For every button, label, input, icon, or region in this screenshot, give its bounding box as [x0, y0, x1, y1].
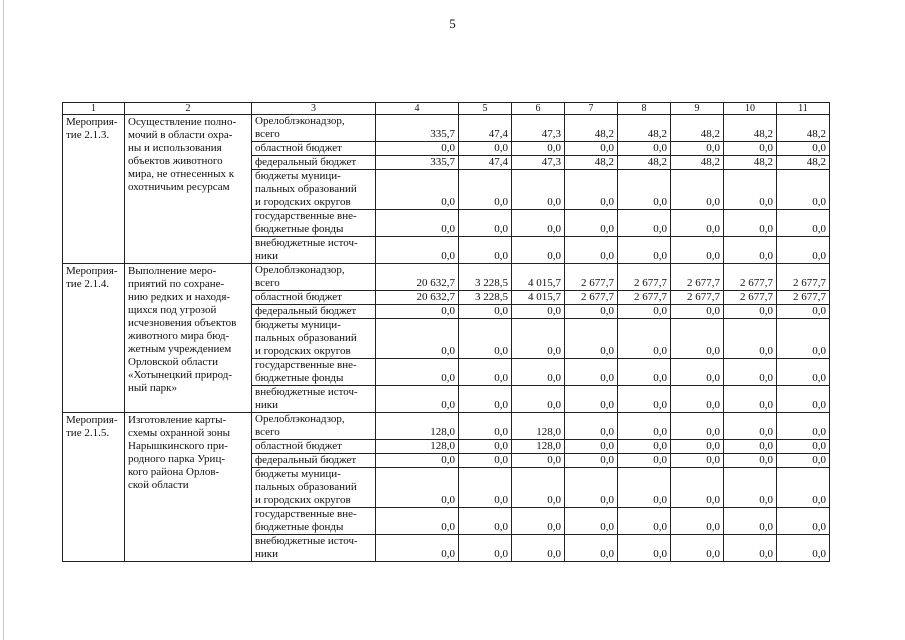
value-cell: 0,0: [671, 440, 724, 454]
value-cell: 2 677,7: [671, 264, 724, 291]
value-cell: 2 677,7: [671, 291, 724, 305]
value-cell: 0,0: [512, 305, 565, 319]
value-cell: 0,0: [777, 413, 830, 440]
value-cell: 0,0: [565, 319, 618, 359]
value-cell: 48,2: [618, 156, 671, 170]
value-cell: 0,0: [724, 413, 777, 440]
value-cell: 0,0: [512, 535, 565, 562]
value-cell: 0,0: [724, 305, 777, 319]
value-cell: 0,0: [565, 413, 618, 440]
value-cell: 48,2: [618, 115, 671, 142]
value-cell: 47,4: [459, 115, 512, 142]
value-cell: 0,0: [459, 508, 512, 535]
value-cell: 4 015,7: [512, 291, 565, 305]
value-cell: 0,0: [376, 305, 459, 319]
value-cell: 0,0: [777, 359, 830, 386]
value-cell: 0,0: [777, 440, 830, 454]
value-cell: 0,0: [724, 535, 777, 562]
funding-source-cell: Орелоблэконадзор, всего: [252, 264, 376, 291]
funding-source-cell: федеральный бюджет: [252, 305, 376, 319]
value-cell: 0,0: [459, 305, 512, 319]
value-cell: 335,7: [376, 156, 459, 170]
funding-source-cell: внебюджетные источ- ники: [252, 237, 376, 264]
value-cell: 0,0: [459, 142, 512, 156]
header-row: [63, 103, 830, 115]
measure-id-cell: Мероприя- тие 2.1.4.: [63, 264, 125, 413]
header-cell: 3: [252, 103, 376, 115]
value-cell: 2 677,7: [618, 291, 671, 305]
funding-source-cell: государственные вне- бюджетные фонды: [252, 359, 376, 386]
header-cell: 11: [777, 103, 830, 115]
value-cell: 0,0: [376, 319, 459, 359]
value-cell: 0,0: [618, 305, 671, 319]
header-cell: 8: [618, 103, 671, 115]
value-cell: 0,0: [376, 142, 459, 156]
value-cell: 0,0: [777, 454, 830, 468]
value-cell: 20 632,7: [376, 291, 459, 305]
value-cell: 0,0: [671, 508, 724, 535]
funding-source-cell: бюджеты муници- пальных образований и городских округов: [252, 319, 376, 359]
value-cell: 128,0: [512, 440, 565, 454]
value-cell: 0,0: [459, 413, 512, 440]
value-cell: 0,0: [512, 508, 565, 535]
value-cell: 47,3: [512, 115, 565, 142]
value-cell: 0,0: [459, 454, 512, 468]
value-cell: 0,0: [512, 454, 565, 468]
value-cell: 0,0: [376, 210, 459, 237]
value-cell: 0,0: [724, 508, 777, 535]
value-cell: 0,0: [565, 359, 618, 386]
value-cell: 0,0: [565, 440, 618, 454]
value-cell: 0,0: [459, 468, 512, 508]
value-cell: 0,0: [512, 468, 565, 508]
value-cell: 0,0: [618, 454, 671, 468]
value-cell: 48,2: [565, 115, 618, 142]
value-cell: 0,0: [512, 386, 565, 413]
value-cell: 0,0: [565, 454, 618, 468]
value-cell: 0,0: [618, 319, 671, 359]
value-cell: 0,0: [376, 359, 459, 386]
value-cell: 0,0: [724, 319, 777, 359]
value-cell: 0,0: [376, 468, 459, 508]
value-cell: 0,0: [459, 535, 512, 562]
value-cell: 2 677,7: [565, 264, 618, 291]
value-cell: 335,7: [376, 115, 459, 142]
value-cell: 0,0: [512, 210, 565, 237]
value-cell: 0,0: [376, 170, 459, 210]
value-cell: 0,0: [459, 170, 512, 210]
header-cell: 7: [565, 103, 618, 115]
value-cell: 0,0: [459, 386, 512, 413]
value-cell: 47,4: [459, 156, 512, 170]
funding-source-cell: Орелоблэконадзор, всего: [252, 413, 376, 440]
value-cell: 0,0: [376, 386, 459, 413]
value-cell: 2 677,7: [777, 291, 830, 305]
value-cell: 48,2: [671, 156, 724, 170]
value-cell: 0,0: [376, 535, 459, 562]
value-cell: 0,0: [512, 319, 565, 359]
value-cell: 0,0: [724, 359, 777, 386]
measure-id-cell: Мероприя- тие 2.1.3.: [63, 115, 125, 264]
value-cell: 0,0: [777, 237, 830, 264]
value-cell: 0,0: [512, 142, 565, 156]
funding-source-cell: областной бюджет: [252, 291, 376, 305]
value-cell: 0,0: [618, 359, 671, 386]
funding-source-cell: бюджеты муници- пальных образований и городских округов: [252, 468, 376, 508]
table-row: [63, 413, 830, 440]
value-cell: 0,0: [671, 237, 724, 264]
value-cell: 0,0: [671, 535, 724, 562]
value-cell: 0,0: [777, 210, 830, 237]
funding-source-cell: государственные вне- бюджетные фонды: [252, 508, 376, 535]
value-cell: 128,0: [512, 413, 565, 440]
value-cell: 0,0: [376, 508, 459, 535]
value-cell: 0,0: [671, 413, 724, 440]
value-cell: 128,0: [376, 413, 459, 440]
value-cell: 0,0: [565, 305, 618, 319]
value-cell: 2 677,7: [724, 264, 777, 291]
header-cell: 2: [125, 103, 252, 115]
funding-source-cell: федеральный бюджет: [252, 156, 376, 170]
value-cell: 0,0: [671, 468, 724, 508]
value-cell: 48,2: [724, 115, 777, 142]
value-cell: 0,0: [724, 237, 777, 264]
measure-description-cell: Изготовление карты- схемы охранной зоны Нарышкинского при- родного парка Уриц- кого района Орлов- ской области: [125, 413, 252, 562]
value-cell: 0,0: [724, 454, 777, 468]
page-number: 5: [449, 16, 456, 31]
value-cell: 47,3: [512, 156, 565, 170]
value-cell: 0,0: [618, 535, 671, 562]
value-cell: 0,0: [724, 142, 777, 156]
value-cell: 48,2: [671, 115, 724, 142]
header-cell: 5: [459, 103, 512, 115]
value-cell: 0,0: [777, 508, 830, 535]
value-cell: 0,0: [565, 535, 618, 562]
value-cell: 0,0: [376, 454, 459, 468]
value-cell: 0,0: [724, 468, 777, 508]
funding-source-cell: внебюджетные источ- ники: [252, 535, 376, 562]
funding-source-cell: государственные вне- бюджетные фонды: [252, 210, 376, 237]
value-cell: 0,0: [459, 440, 512, 454]
table-row: [63, 264, 830, 291]
value-cell: 0,0: [565, 508, 618, 535]
measure-description-cell: Осуществление полно- мочий в области охра- ны и использования объектов животного мира, не отнесенных к охотничьим ресурсам: [125, 115, 252, 264]
value-cell: 48,2: [777, 115, 830, 142]
value-cell: 0,0: [777, 468, 830, 508]
value-cell: 128,0: [376, 440, 459, 454]
value-cell: 4 015,7: [512, 264, 565, 291]
value-cell: 0,0: [777, 386, 830, 413]
header-cell: 6: [512, 103, 565, 115]
value-cell: 0,0: [777, 305, 830, 319]
value-cell: 0,0: [618, 440, 671, 454]
value-cell: 0,0: [777, 142, 830, 156]
page-edge-line: [3, 0, 4, 640]
measure-description-cell: Выполнение меро- приятий по сохране- нию редких и находя- щихся под угрозой исчезновения объектов животного мира бюд- жетным учреждением Орловской области «Хотынецкий природ- ный парк»: [125, 264, 252, 413]
budget-table: [62, 102, 830, 562]
value-cell: 0,0: [459, 359, 512, 386]
header-cell: 9: [671, 103, 724, 115]
funding-source-cell: областной бюджет: [252, 440, 376, 454]
value-cell: 0,0: [724, 386, 777, 413]
value-cell: 0,0: [671, 386, 724, 413]
value-cell: 0,0: [724, 170, 777, 210]
value-cell: 20 632,7: [376, 264, 459, 291]
value-cell: 0,0: [376, 237, 459, 264]
value-cell: 48,2: [777, 156, 830, 170]
value-cell: 0,0: [565, 237, 618, 264]
value-cell: 0,0: [618, 468, 671, 508]
value-cell: 0,0: [724, 440, 777, 454]
value-cell: 0,0: [671, 319, 724, 359]
funding-source-cell: областной бюджет: [252, 142, 376, 156]
value-cell: 0,0: [565, 386, 618, 413]
funding-source-cell: бюджеты муници- пальных образований и городских округов: [252, 170, 376, 210]
value-cell: 0,0: [565, 142, 618, 156]
measure-id-cell: Мероприя- тие 2.1.5.: [63, 413, 125, 562]
value-cell: 0,0: [565, 170, 618, 210]
value-cell: 0,0: [618, 210, 671, 237]
value-cell: 0,0: [565, 468, 618, 508]
value-cell: 0,0: [671, 170, 724, 210]
value-cell: 0,0: [512, 170, 565, 210]
value-cell: 0,0: [671, 305, 724, 319]
value-cell: 0,0: [459, 319, 512, 359]
value-cell: 0,0: [618, 508, 671, 535]
value-cell: 0,0: [618, 170, 671, 210]
funding-source-cell: Орелоблэконадзор, всего: [252, 115, 376, 142]
funding-source-cell: внебюджетные источ- ники: [252, 386, 376, 413]
value-cell: 0,0: [777, 170, 830, 210]
value-cell: 0,0: [724, 210, 777, 237]
value-cell: 0,0: [618, 142, 671, 156]
value-cell: 0,0: [671, 359, 724, 386]
value-cell: 0,0: [459, 237, 512, 264]
value-cell: 0,0: [671, 454, 724, 468]
value-cell: 0,0: [512, 237, 565, 264]
value-cell: 3 228,5: [459, 291, 512, 305]
value-cell: 0,0: [459, 210, 512, 237]
value-cell: 0,0: [618, 413, 671, 440]
value-cell: 48,2: [724, 156, 777, 170]
header-cell: 1: [63, 103, 125, 115]
value-cell: 0,0: [618, 386, 671, 413]
value-cell: 0,0: [671, 142, 724, 156]
value-cell: 0,0: [777, 319, 830, 359]
header-cell: 10: [724, 103, 777, 115]
header-cell: 4: [376, 103, 459, 115]
funding-source-cell: федеральный бюджет: [252, 454, 376, 468]
value-cell: 3 228,5: [459, 264, 512, 291]
value-cell: 2 677,7: [618, 264, 671, 291]
table-row: [63, 115, 830, 142]
value-cell: 0,0: [671, 210, 724, 237]
value-cell: 2 677,7: [565, 291, 618, 305]
value-cell: 0,0: [618, 237, 671, 264]
value-cell: 0,0: [777, 535, 830, 562]
value-cell: 0,0: [512, 359, 565, 386]
value-cell: 48,2: [565, 156, 618, 170]
value-cell: 0,0: [565, 210, 618, 237]
value-cell: 2 677,7: [777, 264, 830, 291]
value-cell: 2 677,7: [724, 291, 777, 305]
